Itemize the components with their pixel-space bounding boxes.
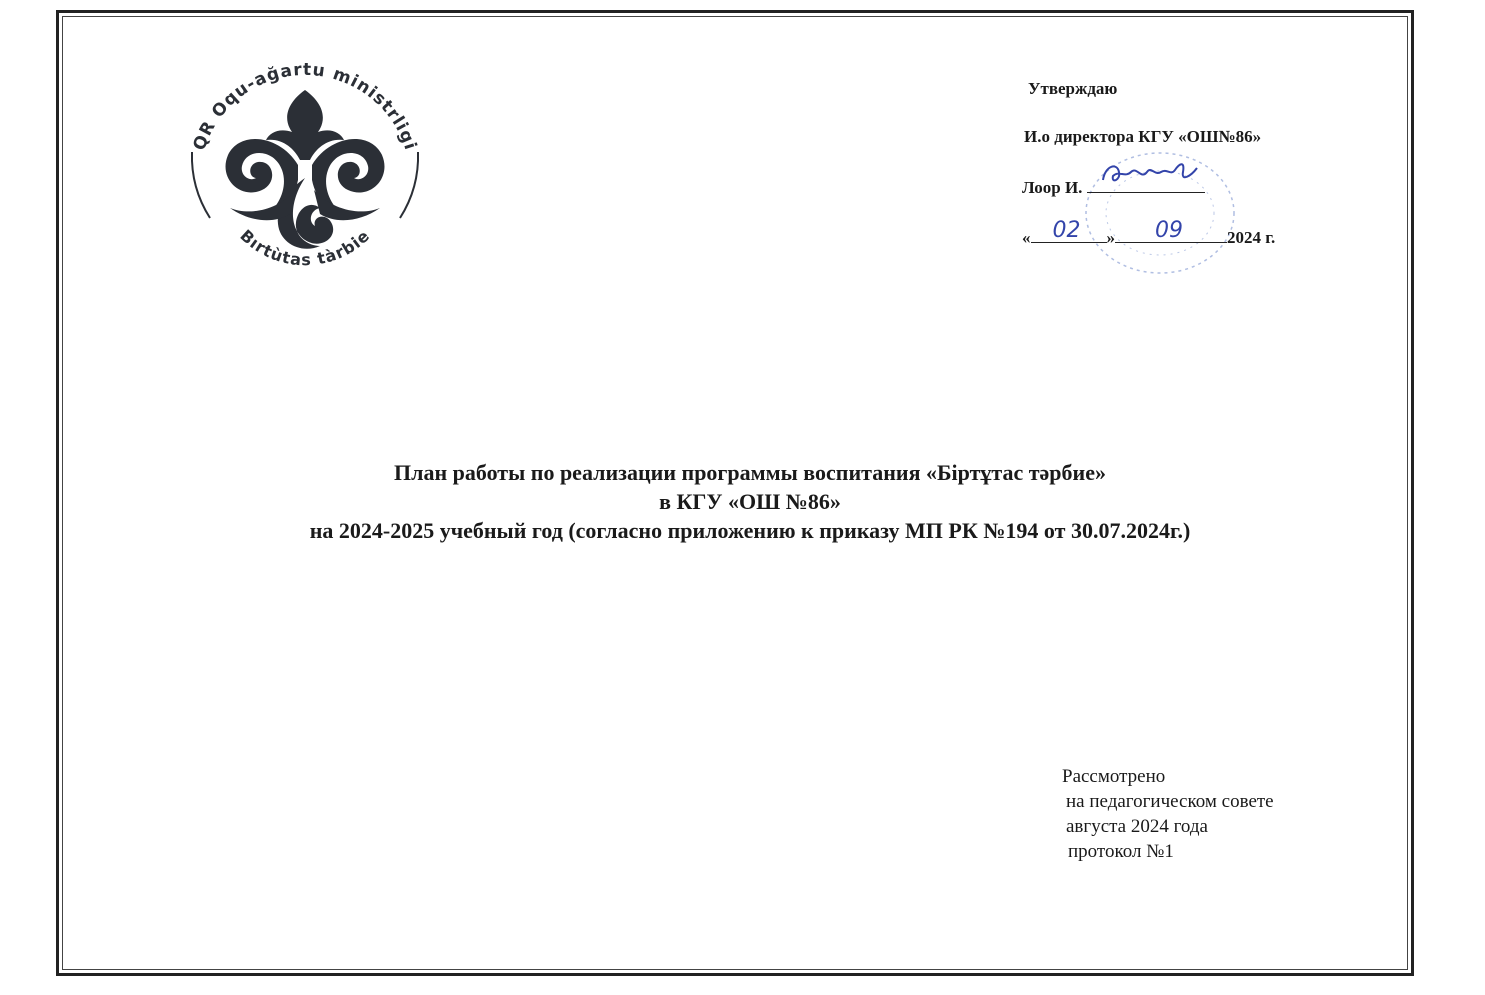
title-line-3: на 2024-2025 учебный год (согласно приложению к приказу МП РК №194 от 30.07.2024г.): [309, 518, 1191, 543]
date-close-quote: »: [1106, 228, 1115, 247]
title-line-1: План работы по реализации программы воспитания «Біртұтас тәрбие»: [394, 460, 1106, 485]
title-line-2: в КГУ «ОШ №86»: [659, 489, 841, 514]
review-note: [1062, 764, 1274, 864]
ornament-emblem-icon: [226, 90, 385, 249]
logo-top-text: QR Oqu-ağartu ministrligi: [189, 59, 421, 154]
approval-name-line: [1022, 174, 1205, 196]
signature-line: [1087, 174, 1205, 193]
review-line-1: Рассмотрено: [1062, 766, 1166, 787]
approval-position: И.о директора КГУ «ОШ№86»: [1024, 127, 1262, 146]
signature-icon: [1091, 158, 1209, 188]
review-line-2: на педагогическом совете: [1066, 791, 1274, 812]
review-line-4: протокол №1: [1068, 841, 1174, 862]
date-month-field: [1115, 218, 1227, 243]
approval-name: Лоор И.: [1022, 178, 1083, 197]
date-day-field: [1031, 218, 1107, 243]
logo-bottom-text: Bırtùtas tàrbie: [236, 225, 374, 270]
document-title: [60, 458, 1440, 545]
approval-date: [1022, 218, 1276, 247]
approval-heading: Утверждаю: [1028, 79, 1118, 98]
date-day-value: 02: [1052, 218, 1081, 243]
review-line-3: августа 2024 года: [1066, 816, 1208, 837]
date-year: 2024 г.: [1227, 228, 1276, 247]
date-month-value: 09: [1155, 218, 1183, 243]
date-open-quote: «: [1022, 228, 1031, 247]
ministry-logo: [170, 40, 440, 285]
